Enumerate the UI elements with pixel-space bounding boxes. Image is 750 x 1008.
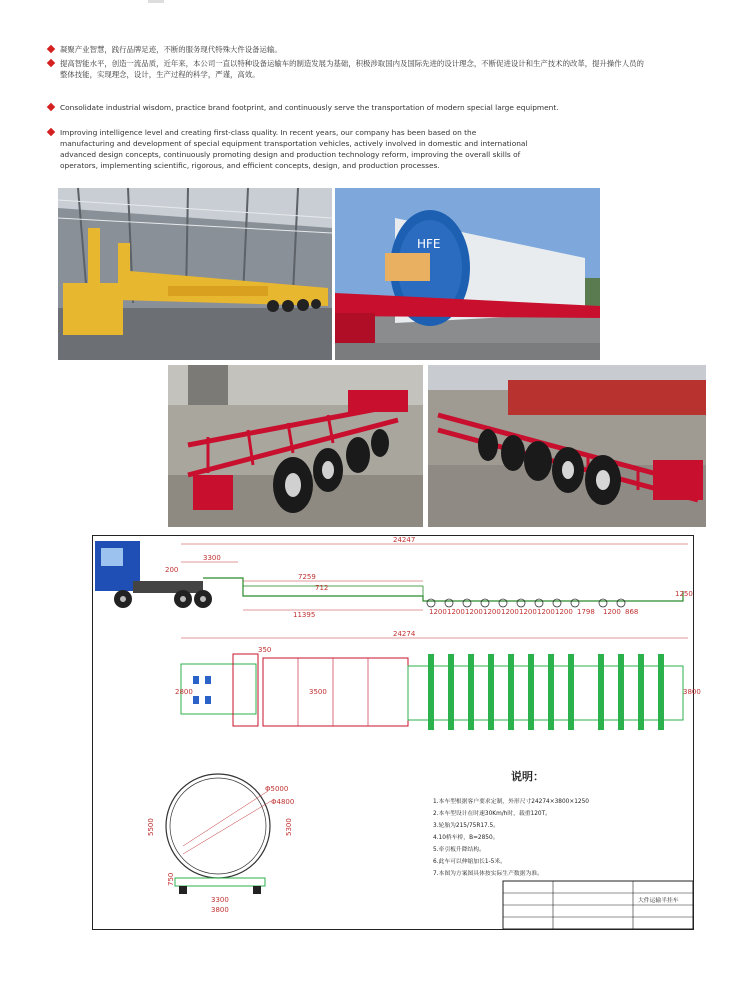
note-item: 4.10桥车桥，B=2850。 [433, 835, 499, 841]
dim-spacing: 868 [625, 608, 639, 616]
note-item: 2.本车型设计在时速30Km/h时，载重120T。 [433, 811, 551, 817]
note-item: 1.本车型根据客户要求定制，外形尺寸24274×3800×1250 [433, 799, 589, 805]
intro-en-1 [48, 102, 648, 113]
dim-spacing: 1200 [603, 608, 621, 616]
section-view [147, 774, 294, 914]
diamond-bullet-icon [47, 59, 55, 67]
dim-height: 712 [315, 584, 329, 592]
dim-lowbed: 11395 [293, 611, 316, 619]
dim-gooseneck: 350 [258, 646, 272, 654]
dim-width-front: 2800 [175, 688, 193, 696]
intro-text [48, 44, 648, 171]
side-spacing-dims [429, 608, 638, 616]
technical-drawing [92, 535, 701, 930]
side-view [95, 536, 693, 619]
intro-zh-2 [48, 58, 648, 80]
photo-red-trailer-axles-right [428, 365, 706, 527]
dim-section-height-load: 5300 [285, 818, 293, 836]
dim-rear-height: 1250 [675, 590, 693, 598]
photo-yellow-trailer-workshop [58, 188, 332, 360]
dim-spacing: 1200 [483, 608, 501, 616]
title-block-label: 大件运输半挂车 [638, 898, 679, 904]
intro-zh-2-text: 提高智能水平，创造一流品质，近年来，本公司一直以特种设备运输车的制造发展为基础，积极涉取国内及国际先进的设计理念，不断促进设计和生产技术的改革，提升操作人员的整体技能，实现理念，设计，生产过程的科学，严谨，高效。 [60, 59, 644, 79]
hfe-logo: HFE [417, 237, 441, 251]
dim-overall-length: 24247 [393, 536, 416, 544]
dim-width-rear: 3800 [683, 688, 701, 696]
dim-base-width-2: 3800 [211, 906, 229, 914]
dim-section-height-total: 5500 [147, 818, 155, 836]
dim-base-width-1: 3300 [211, 896, 229, 904]
dim-cab: 3300 [203, 554, 221, 562]
title-block [503, 881, 693, 929]
dim-spacing: 1798 [577, 608, 595, 616]
photo-red-trailer-axles-left [168, 365, 423, 527]
note-item: 6.此车可以伸缩加长1-5米。 [433, 859, 506, 865]
notes [433, 769, 589, 877]
dim-top-overall: 24274 [393, 630, 416, 638]
note-item: 5.牵引板升降结构。 [433, 847, 485, 853]
dim-spacing: 1200 [519, 608, 537, 616]
top-view [175, 630, 701, 730]
notes-title: 说明： [511, 770, 544, 783]
diamond-bullet-icon [47, 103, 55, 111]
dim-spacing: 1200 [465, 608, 483, 616]
dim-deck: 7259 [298, 573, 316, 581]
dim-spacing: 1200 [555, 608, 573, 616]
dim-base-height: 750 [167, 872, 175, 886]
diamond-bullet-icon [47, 45, 55, 53]
top-mark [148, 0, 164, 3]
intro-zh-1 [48, 44, 648, 55]
intro-en-1-text: Consolidate industrial wisdom, practice brand footprint, and continuously serve the transportation of modern special large equipment. [60, 103, 559, 112]
diamond-bullet-icon [47, 128, 55, 136]
note-item: 3.轮胎为215/75R17.5。 [433, 823, 500, 829]
dim-spacing: 1200 [537, 608, 555, 616]
dim-inner-diameter: Φ4800 [271, 798, 295, 806]
dim-width-mid: 3500 [309, 688, 327, 696]
photo-tank-transport [335, 188, 600, 360]
intro-en-2-text: Improving intelligence level and creating first-class quality. In recent years, our company has been based on the manufacturing and development of special equipment transportation vehicles, actively involved in domestic and international advanced design concepts, continuously promoting design and production technology reform, improving the overall skills of operators, implementing scientific, rigorous, and efficient concepts, design, and production processes. [60, 128, 528, 170]
dim-spacing: 1200 [429, 608, 447, 616]
dim-spacing: 1200 [447, 608, 465, 616]
note-item: 7.本图为方案图具体按实际生产数据为准。 [433, 871, 543, 877]
intro-en-2 [48, 127, 530, 171]
dim-kingpin: 200 [165, 566, 179, 574]
dim-spacing: 1200 [501, 608, 519, 616]
intro-zh-1-text: 凝聚产业智慧，践行品牌足迹，不断的服务现代特殊大件设备运输。 [60, 45, 282, 54]
dim-outer-diameter: Φ5000 [265, 785, 289, 793]
